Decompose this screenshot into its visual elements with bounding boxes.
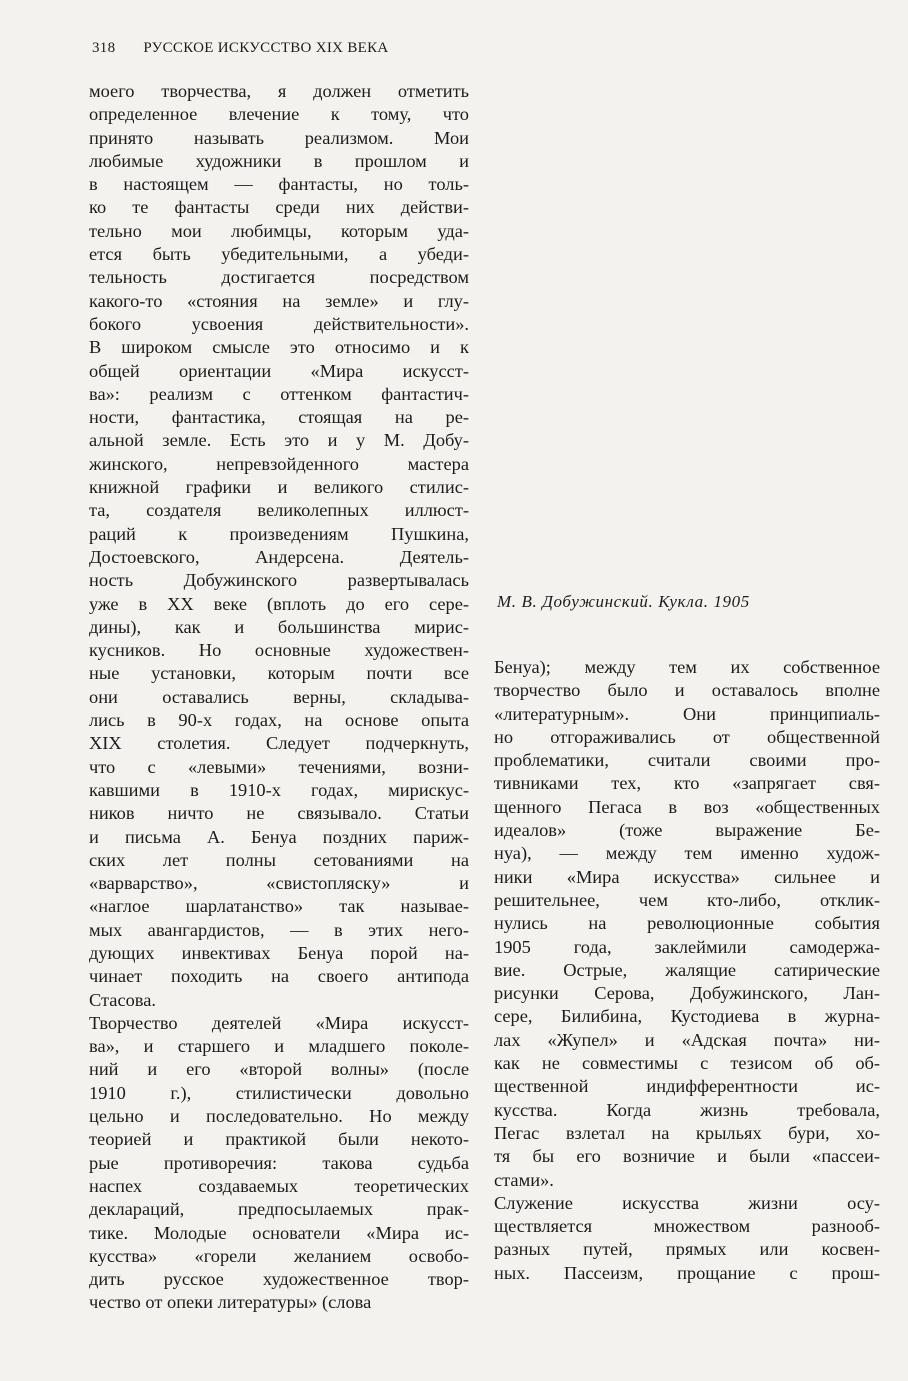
text-line: лись в 90-х годах, на основе опыта — [89, 710, 469, 731]
left-text-column — [89, 80, 469, 1315]
right-text-column — [494, 656, 880, 1285]
text-line: ва»: реализм с оттенком фантастич- — [89, 383, 469, 404]
text-line: Стасова. — [89, 989, 157, 1010]
text-line: ность Добужинского развертывалась — [89, 570, 469, 591]
text-line: 1905 года, заклеймили самодержа- — [494, 936, 880, 957]
text-line: кавшими в 1910-х годах, мирискус- — [89, 779, 469, 800]
text-line: наспех создаваемых теоретических — [89, 1175, 469, 1196]
text-line: творчество было и оставалось вполне — [494, 680, 880, 701]
text-line: дующих инвективах Бенуа порой на- — [89, 942, 469, 963]
text-line: проблематики, считали своими про- — [494, 750, 880, 771]
text-line: нулись на революционные события — [494, 913, 880, 934]
text-line: стами». — [494, 1169, 554, 1190]
text-line: бокого усвоения действительности». — [89, 313, 469, 334]
text-line: определенное влечение к тому, что — [89, 104, 469, 125]
text-line: ников ничто не связывало. Статьи — [89, 803, 469, 824]
text-line: сере, Билибина, Кустодиева в журна- — [494, 1006, 880, 1027]
text-line: альной земле. Есть это и у М. Добу- — [89, 430, 469, 451]
text-line: 1910 г.), стилистически довольно — [89, 1082, 469, 1103]
text-line: они оставались верны, складыва- — [89, 686, 469, 707]
text-line: ется быть убедительными, а убеди- — [89, 244, 469, 265]
text-line: цельно и последовательно. Но между — [89, 1106, 469, 1127]
text-line: но отгораживались от общественной — [494, 726, 880, 747]
text-line: чество от опеки литературы» (слова — [89, 1292, 372, 1313]
text-line: вие. Острые, жалящие сатирические — [494, 959, 880, 980]
text-line: кусников. Но основные художествен- — [89, 640, 469, 661]
running-title: РУССКОЕ ИСКУССТВО XIX ВЕКА — [143, 40, 389, 56]
text-line: ности, фантастика, стоящая на ре- — [89, 407, 469, 428]
text-line: ники «Мира искусства» сильнее и — [494, 866, 880, 887]
text-line: ских лет полны сетованиями на — [89, 849, 469, 870]
text-line: Достоевского, Андерсена. Деятель- — [89, 546, 469, 567]
text-line: рые противоречия: такова судьба — [89, 1152, 469, 1173]
illustration-area — [494, 80, 880, 580]
text-line: XIX столетия. Следует подчеркнуть, — [89, 733, 469, 754]
text-line: ные установки, которым почти все — [89, 663, 469, 684]
text-line: Пегас взлетал на крыльях бури, хо- — [494, 1122, 880, 1143]
text-line: Служение искусства жизни осу- — [494, 1192, 880, 1213]
text-line: жинского, непревзойденного мастера — [89, 453, 469, 474]
text-line: книжной графики и великого стилис- — [89, 477, 469, 498]
text-line: раций к произведениям Пушкина, — [89, 523, 469, 544]
text-line: любимые художники в прошлом и — [89, 150, 469, 171]
text-line: тивниками тех, кто «запрягает свя- — [494, 773, 880, 794]
text-line: щественной индифферентности ис- — [494, 1076, 880, 1097]
text-line: идеалов» (тоже выражение Бе- — [494, 820, 880, 841]
text-line: ва», и старшего и младшего поколе- — [89, 1036, 469, 1057]
page-number: 318 — [92, 40, 116, 56]
text-line: рисунки Серова, Добужинского, Лан- — [494, 983, 880, 1004]
text-line: в настоящем — фантасты, но толь- — [89, 174, 469, 195]
text-line: разных путей, прямых или косвен- — [494, 1239, 880, 1260]
text-line: ных. Пассеизм, прощание с прош- — [494, 1262, 880, 1283]
text-line: мых авангардистов, — в этих него- — [89, 919, 469, 940]
text-line: та, создателя великолепных иллюст- — [89, 500, 469, 521]
text-line: Бенуа); между тем их собственное — [494, 657, 880, 677]
text-line: теорией и практикой были некото- — [89, 1129, 469, 1150]
text-line: кусства. Когда жизнь требовала, — [494, 1099, 880, 1120]
text-line: деклараций, предпосылаемых прак- — [89, 1199, 469, 1220]
text-line: тельность достигается посредством — [89, 267, 469, 288]
text-line: дины), как и большинства мирис- — [89, 616, 469, 637]
text-line: кусства» «горели желанием освобо- — [89, 1245, 469, 1266]
text-line: решительнее, чем кто-либо, отклик- — [494, 889, 880, 910]
running-header — [92, 40, 389, 57]
text-line: общей ориентации «Мира искусст- — [89, 360, 469, 381]
text-line: моего творчества, я должен отметить — [89, 81, 469, 101]
text-line: ко те фантасты среди них действи- — [89, 197, 469, 218]
text-line: «наглое шарлатанство» так называе- — [89, 896, 469, 917]
text-line: дить русское художественное твор- — [89, 1269, 469, 1290]
text-line: что с «левыми» течениями, возни- — [89, 756, 469, 777]
text-line: «варварство», «свистопляску» и — [89, 873, 469, 894]
illustration-caption: М. В. Добужинский. Кукла. 1905 — [497, 592, 750, 611]
text-line: ществляется множеством разнооб- — [494, 1216, 880, 1237]
text-line: принято называть реализмом. Мои — [89, 127, 469, 148]
text-line: как не совместимы с тезисом об об- — [494, 1053, 880, 1074]
text-line: лах «Жупел» и «Адская почта» ни- — [494, 1029, 880, 1050]
text-line: щенного Пегаса в воз «общественных — [494, 796, 880, 817]
text-line: тельно мои любимцы, которым уда- — [89, 220, 469, 241]
text-line: и письма А. Бенуа поздних париж- — [89, 826, 469, 847]
text-line: В широком смысле это относимо и к — [89, 337, 469, 358]
text-line: какого-то «стояния на земле» и глу- — [89, 290, 469, 311]
text-line: уже в XX веке (вплоть до его сере- — [89, 593, 469, 614]
text-line: «литературным». Они принципиаль- — [494, 703, 880, 724]
text-line: нуа), — между тем именно худож- — [494, 843, 880, 864]
text-line: ний и его «второй волны» (после — [89, 1059, 469, 1080]
text-line: Творчество деятелей «Мира искусст- — [89, 1012, 469, 1033]
text-line: чинает походить на своего антипода — [89, 966, 469, 987]
text-line: тя бы его возничие и были «пассеи- — [494, 1146, 880, 1167]
text-line: тике. Молодые основатели «Мира ис- — [89, 1222, 469, 1243]
